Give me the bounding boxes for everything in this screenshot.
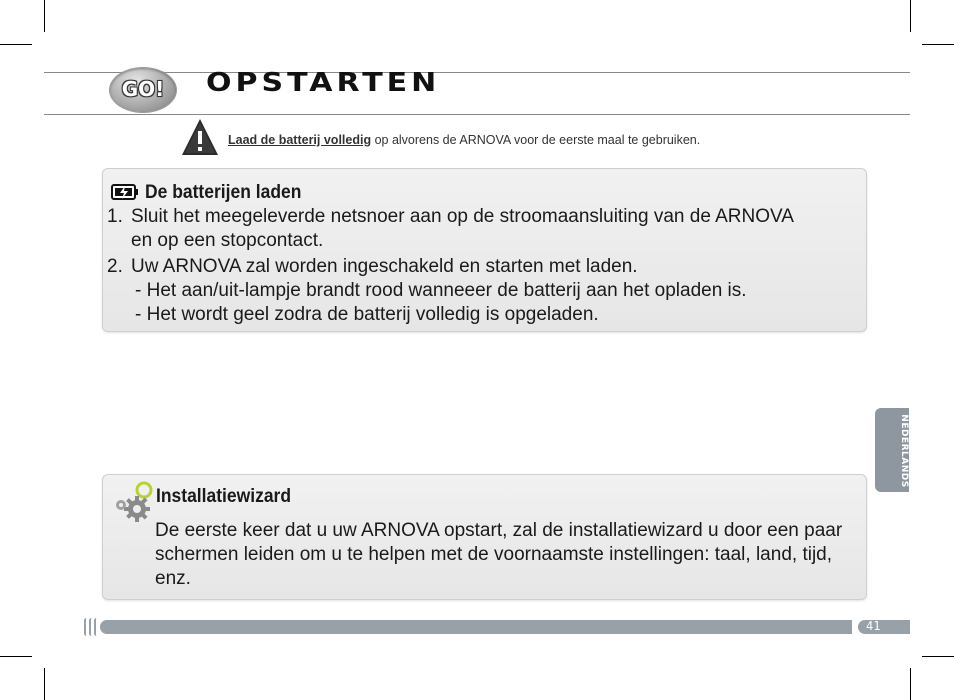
warning-rest-text: op alvorens de ARNOVA voor de eerste maal te gebruiken. [371, 133, 701, 147]
go-badge [110, 68, 176, 112]
footer-bar [100, 620, 852, 634]
wizard-panel [102, 474, 867, 600]
header-rule-bottom [44, 114, 910, 115]
wizard-text: De eerste keer dat u uw ARNOVA opstart, zal de installatiewizard u door een paar schermen leiden om u te helpen met de voornaamste instellingen: taal, land, tijd, enz. [155, 520, 843, 589]
page-number-box [858, 620, 910, 634]
crop-mark [0, 656, 32, 657]
language-tab [875, 408, 909, 492]
warning-text [228, 133, 700, 147]
charging-steps [107, 205, 794, 329]
crop-mark [0, 44, 32, 45]
crop-mark [922, 656, 954, 657]
go-badge-text: GO! [121, 77, 165, 101]
warning-strong-text: Laad de batterij volledig [228, 133, 372, 147]
step-line: en op een stopcontact. [131, 230, 324, 251]
step-number: 1. [107, 206, 123, 227]
warning-triangle-icon [180, 117, 220, 157]
crop-mark [910, 668, 911, 700]
list-item [107, 205, 794, 253]
step-number: 2. [107, 256, 123, 277]
list-item [107, 255, 794, 327]
step-sublist [131, 279, 794, 327]
language-tab-label: NEDERLANDS [899, 414, 909, 488]
crop-mark [44, 0, 45, 32]
step-subline: - Het aan/uit-lampje brandt rood wanneeer de batterij aan het opladen is. [135, 280, 747, 301]
crop-mark [910, 0, 911, 32]
charging-panel [102, 168, 867, 332]
step-line: Sluit het meegeleverde netsnoer aan op de stroomaansluiting van de ARNOVA [131, 206, 794, 227]
step-subline: - Het wordt geel zodra de batterij volledig is opgeladen. [135, 304, 599, 325]
charging-heading: De batterijen laden [145, 182, 302, 203]
wizard-heading: Installatiewizard [156, 486, 292, 507]
battery-icon [111, 183, 139, 201]
page-number: 41 [866, 619, 881, 633]
crop-mark [922, 44, 954, 45]
gear-icon [107, 477, 157, 523]
header-rule-top [44, 72, 910, 73]
step-line: Uw ARNOVA zal worden ingeschakeld en starten met laden. [131, 256, 638, 277]
crop-mark [44, 668, 45, 700]
footer-chevron [94, 618, 99, 636]
page-title: OPSTARTEN [206, 68, 441, 98]
